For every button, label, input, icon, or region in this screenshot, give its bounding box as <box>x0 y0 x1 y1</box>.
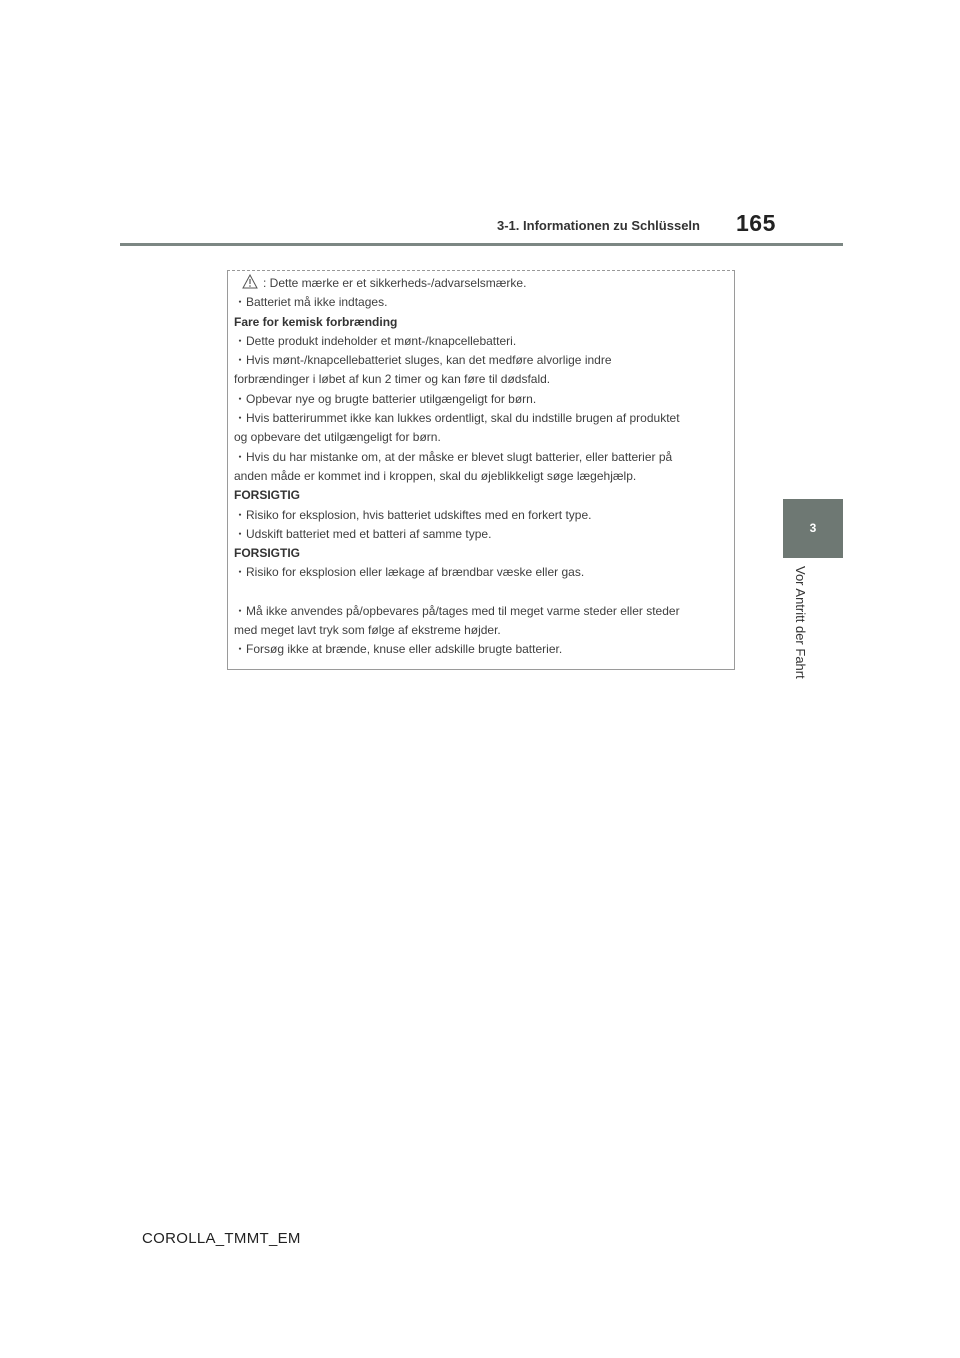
warning-heading <box>234 544 730 563</box>
line-text: ・Udskift batteriet med et batteri af samme type. <box>234 526 492 541</box>
warning-line <box>234 448 730 467</box>
warning-text <box>234 274 730 660</box>
warning-line <box>234 621 730 640</box>
line-text: ・Forsøg ikke at brænde, knuse eller adskille brugte batterier. <box>234 642 563 657</box>
line-text: Fare for kemisk forbrænding <box>234 314 398 329</box>
warning-line <box>234 332 730 351</box>
warning-line <box>234 563 730 582</box>
warning-line <box>234 409 730 428</box>
line-text: ・Hvis batterirummet ikke kan lukkes ordentligt, skal du indstille brugen af produktet <box>234 411 680 426</box>
line-text: ・Dette produkt indeholder et mønt-/knapcellebatteri. <box>234 333 517 348</box>
warning-line <box>234 506 730 525</box>
line-text: anden måde er kommet ind i kroppen, skal du øjeblikkeligt søge lægehjælp. <box>234 468 637 483</box>
line-text: ・Må ikke anvendes på/opbevares på/tages med til meget varme steder eller steder <box>234 603 680 618</box>
line-text: ・Hvis mønt-/knapcellebatteriet sluges, kan det medføre alvorlige indre <box>234 353 612 368</box>
line-text: FORSIGTIG <box>234 546 300 561</box>
line-text: ・Hvis du har mistanke om, at der måske er blevet slugt batterier, eller batterier på <box>234 449 673 464</box>
model-code: COROLLA_TMMT_EM <box>142 1230 301 1247</box>
chapter-tab: 3 <box>783 499 843 558</box>
spacer <box>234 583 730 602</box>
warning-line <box>234 602 730 621</box>
page-number: 165 <box>736 210 776 236</box>
warning-line <box>234 293 730 312</box>
line-text: og opbevare det utilgængeligt for børn. <box>234 430 441 445</box>
line-text: forbrændinger i løbet af kun 2 timer og kan føre til dødsfald. <box>234 372 551 387</box>
line-text: : Dette mærke er et sikkerheds-/advarselsmærke. <box>263 276 527 290</box>
warning-line <box>234 351 730 370</box>
warning-line <box>234 370 730 389</box>
line-text: ・Risiko for eksplosion, hvis batteriet udskiftes med en forkert type. <box>234 507 592 522</box>
line-text: ・Batteriet må ikke indtages. <box>234 295 388 310</box>
warning-line <box>234 525 730 544</box>
line-text: ・Opbevar nye og brugte batterier utilgængeligt for børn. <box>234 391 537 406</box>
warning-heading <box>234 486 730 505</box>
warning-line <box>234 640 730 659</box>
section-title: 3-1. Informationen zu Schlüsseln <box>497 218 700 233</box>
warning-heading <box>234 313 730 332</box>
header-divider <box>120 243 843 246</box>
warning-line <box>234 467 730 486</box>
warning-line <box>234 390 730 409</box>
warning-line <box>234 274 730 293</box>
line-text: FORSIGTIG <box>234 488 300 503</box>
chapter-title: Vor Antritt der Fahrt <box>793 566 808 679</box>
warning-triangle-icon <box>242 274 258 289</box>
line-text: ・Risiko for eksplosion eller lækage af brændbar væske eller gas. <box>234 565 585 580</box>
line-text: med meget lavt tryk som følge af ekstreme højder. <box>234 623 501 638</box>
warning-line <box>234 428 730 447</box>
